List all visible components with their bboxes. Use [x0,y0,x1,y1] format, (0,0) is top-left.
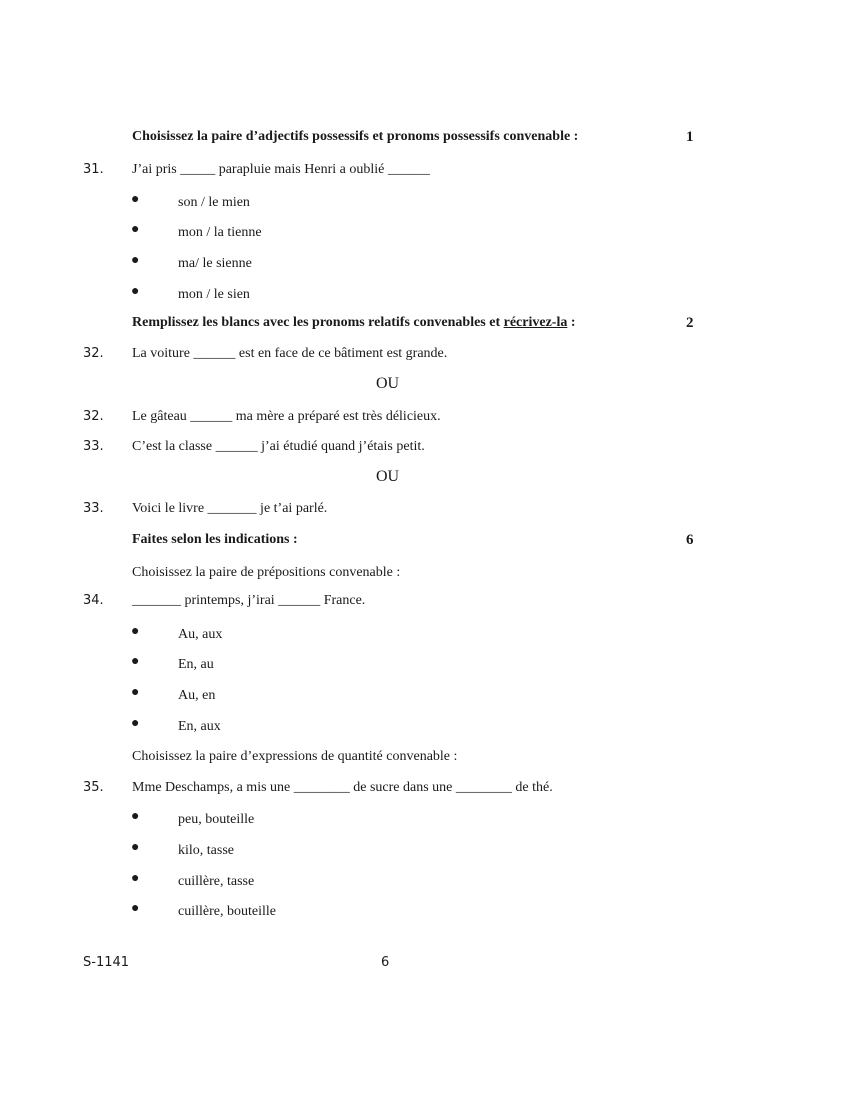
option: mon / la tienne [178,225,262,240]
question-32b-text: Le gâteau ______ ma mère a préparé est très délicieux. [132,409,441,424]
question-number: 31. [83,162,104,177]
bullet-icon: ● [131,284,140,299]
bullet-icon: ● [131,253,140,268]
option: son / le mien [178,195,250,210]
section-heading-relative-pronouns [132,315,576,331]
subheading-quantity: Choisissez la paire d’expressions de quantité convenable : [132,749,458,764]
option: En, aux [178,719,221,734]
bullet-icon: ● [131,716,140,731]
marks-section-2: 2 [686,315,694,331]
bullet-icon: ● [131,685,140,700]
question-34-text: _______ printemps, j’irai ______ France. [132,593,366,608]
question-number: 33. [83,439,104,454]
heading-text: Remplissez les blancs avec les pronoms relatifs convenables et [132,315,504,330]
question-number: 33. [83,501,104,516]
option: Au, aux [178,627,223,642]
option: cuillère, tasse [178,874,255,889]
question-33a-text: C’est la classe ______ j’ai étudié quand j’étais petit. [132,439,425,454]
bullet-icon: ● [131,901,140,916]
question-number: 32. [83,409,104,424]
option: mon / le sien [178,287,250,302]
bullet-icon: ● [131,840,140,855]
option: En, au [178,657,214,672]
marks-section-1: 1 [686,129,694,145]
question-number: 32. [83,346,104,361]
option: kilo, tasse [178,843,234,858]
question-32a-text: La voiture ______ est en face de ce bâtiment est grande. [132,346,448,361]
question-33b-text: Voici le livre _______ je t’ai parlé. [132,501,328,516]
heading-end: : [567,315,576,330]
option: peu, bouteille [178,812,255,827]
or-separator: OU [376,468,400,485]
subheading-prepositions: Choisissez la paire de prépositions convenable : [132,565,401,580]
bullet-icon: ● [131,871,140,886]
bullet-icon: ● [131,222,140,237]
bullet-icon: ● [131,809,140,824]
bullet-icon: ● [131,192,140,207]
option: cuillère, bouteille [178,904,276,919]
section-heading-possessives: Choisissez la paire d’adjectifs possessifs et pronoms possessifs convenable : [132,129,579,144]
question-number: 34. [83,593,104,608]
option: ma/ le sienne [178,256,252,271]
option: Au, en [178,688,216,703]
question-number: 35. [83,780,104,795]
section-heading-indications: Faites selon les indications : [132,532,298,547]
footer-code: S-1141 [83,955,130,970]
page-number: 6 [381,955,390,970]
or-separator: OU [376,375,400,392]
marks-section-3: 6 [686,532,694,548]
bullet-icon: ● [131,654,140,669]
question-35-text: Mme Deschamps, a mis une ________ de sucre dans une ________ de thé. [132,780,553,795]
heading-underlined: récrivez-la [503,315,568,330]
bullet-icon: ● [131,624,140,639]
question-31-text: J’ai pris _____ parapluie mais Henri a oublié ______ [132,162,430,177]
